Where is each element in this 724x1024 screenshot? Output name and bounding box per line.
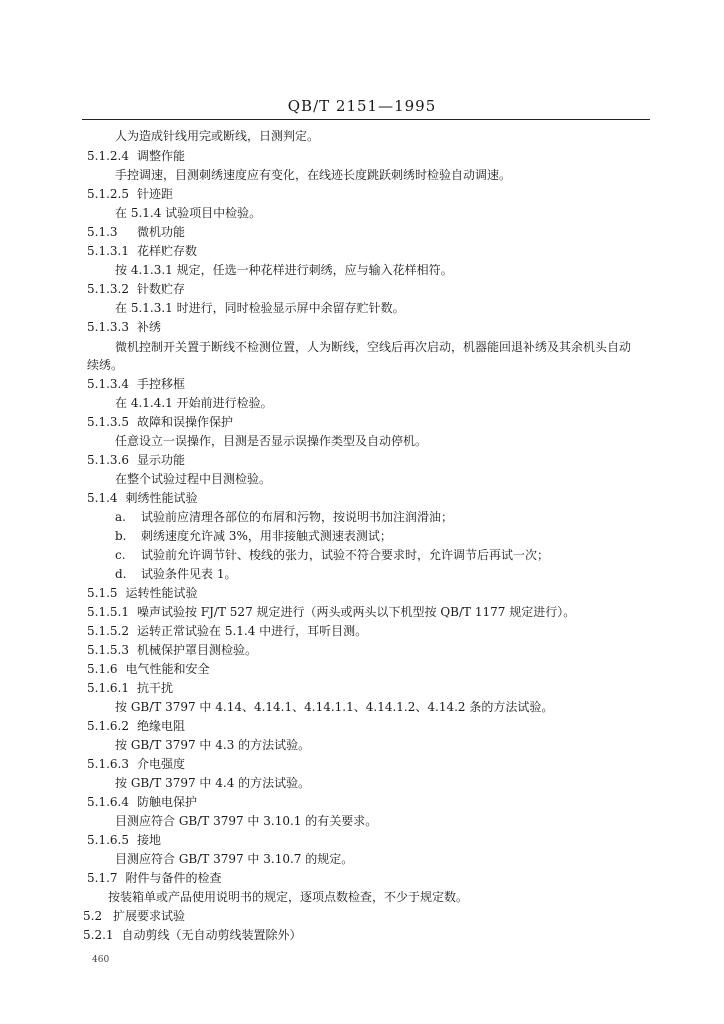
list-item: a. 试验前应清理各部位的布屑和污物，按说明书加注润滑油； — [115, 510, 454, 524]
clause-heading: 5.1.3.4 手控移框 — [87, 377, 186, 391]
clause-heading: 5.1.7 附件与备件的检查 — [87, 871, 222, 885]
clause-heading: 5.1.6.5 接地 — [87, 833, 162, 847]
clause-heading: 5.1.2.4 调整作能 — [87, 149, 186, 163]
clause-heading: 5.1.3.1 花样贮存数 — [87, 244, 198, 258]
clause-heading: 5.1.4 刺绣性能试验 — [87, 491, 198, 505]
body-text: 按 GB/T 3797 中 4.4 的方法试验。 — [115, 776, 311, 790]
body-text: 按 GB/T 3797 中 4.3 的方法试验。 — [115, 738, 311, 752]
body-text: 按 4.1.3.1 规定，任选一种花样进行刺绣，应与输入花样相符。 — [115, 263, 453, 277]
body-text: 在 5.1.3.1 时进行，同时检验显示屏中余留存贮针数。 — [115, 301, 405, 315]
list-item: d. 试验条件见表 1。 — [115, 567, 237, 581]
list-item: c. 试验前允许调节针、梭线的张力，试验不符合要求时，允许调节后再试一次； — [115, 548, 550, 562]
body-text: 在整个试验过程中目测检验。 — [115, 472, 272, 486]
clause-heading: 5.1.2.5 针迹距 — [87, 187, 174, 201]
standard-code-header: QB/T 2151—1995 — [287, 97, 437, 115]
body-text: 微机控制开关置于断线不检测位置，人为断线，空线后再次启动，机器能回退补绣及其余机头自动 — [115, 340, 632, 354]
list-item: b. 刺绣速度允许减 3%，用非接触式测速表测试； — [115, 529, 392, 543]
body-text: 任意设立一误操作，目测是否显示误操作类型及自动停机。 — [115, 434, 428, 448]
page-number: 460 — [92, 955, 110, 965]
clause-heading: 5.1.6.4 防触电保护 — [87, 795, 198, 809]
clause-heading: 5.1.3.5 故障和误操作保护 — [87, 415, 234, 429]
body-text: 人为造成针线用完或断线，日测判定。 — [115, 129, 320, 143]
clause-heading: 5.1.5 运转性能试验 — [87, 586, 198, 600]
body-text-continuation: 续绣。 — [87, 358, 124, 372]
clause-heading: 5.1.6.3 介电强度 — [87, 757, 186, 771]
body-text: 在 5.1.4 试验项目中检验。 — [115, 206, 262, 220]
clause-heading: 5.1.5.1 噪声试验按 FJ/T 527 规定进行（两头或两头以下机型按 QB/T 1177 规定进行）。 — [87, 605, 576, 619]
body-text: 目测应符合 GB/T 3797 中 3.10.1 的有关要求。 — [115, 814, 378, 828]
clause-heading: 5.1.5.2 运转正常试验在 5.1.4 中进行，耳听目测。 — [87, 624, 368, 638]
clause-heading: 5.1.6.1 抗干扰 — [87, 681, 174, 695]
body-text: 在 4.1.4.1 开始前进行检验。 — [115, 396, 273, 410]
clause-heading: 5.1.3.6 显示功能 — [87, 453, 186, 467]
clause-heading: 5.1.3.2 针数贮存 — [87, 282, 186, 296]
clause-heading: 5.1.6.2 绝缘电阻 — [87, 719, 186, 733]
clause-heading: 5.1.5.3 机械保护罩目测检验。 — [87, 643, 258, 657]
clause-heading: 5.1.3.3 补绣 — [87, 320, 162, 334]
clause-heading: 5.2 扩展要求试验 — [83, 909, 186, 923]
body-text: 按 GB/T 3797 中 4.14、4.14.1、4.14.1.1、4.14.1.2、4.14.2 条的方法试验。 — [115, 700, 554, 714]
header-rule — [82, 119, 650, 120]
clause-heading: 5.1.3 微机功能 — [87, 225, 186, 239]
clause-heading: 5.1.6 电气性能和安全 — [87, 662, 210, 676]
clause-heading: 5.2.1 自动剪线（无自动剪线装置除外） — [83, 928, 302, 942]
body-text: 手控调速，目测刺绣速度应有变化，在线迹长度跳跃刺绣时检验自动调速。 — [115, 168, 512, 182]
body-text: 目测应符合 GB/T 3797 中 3.10.7 的规定。 — [115, 852, 354, 866]
body-text: 按装箱单或产品使用说明书的规定，逐项点数检查，不少于规定数。 — [108, 890, 469, 904]
